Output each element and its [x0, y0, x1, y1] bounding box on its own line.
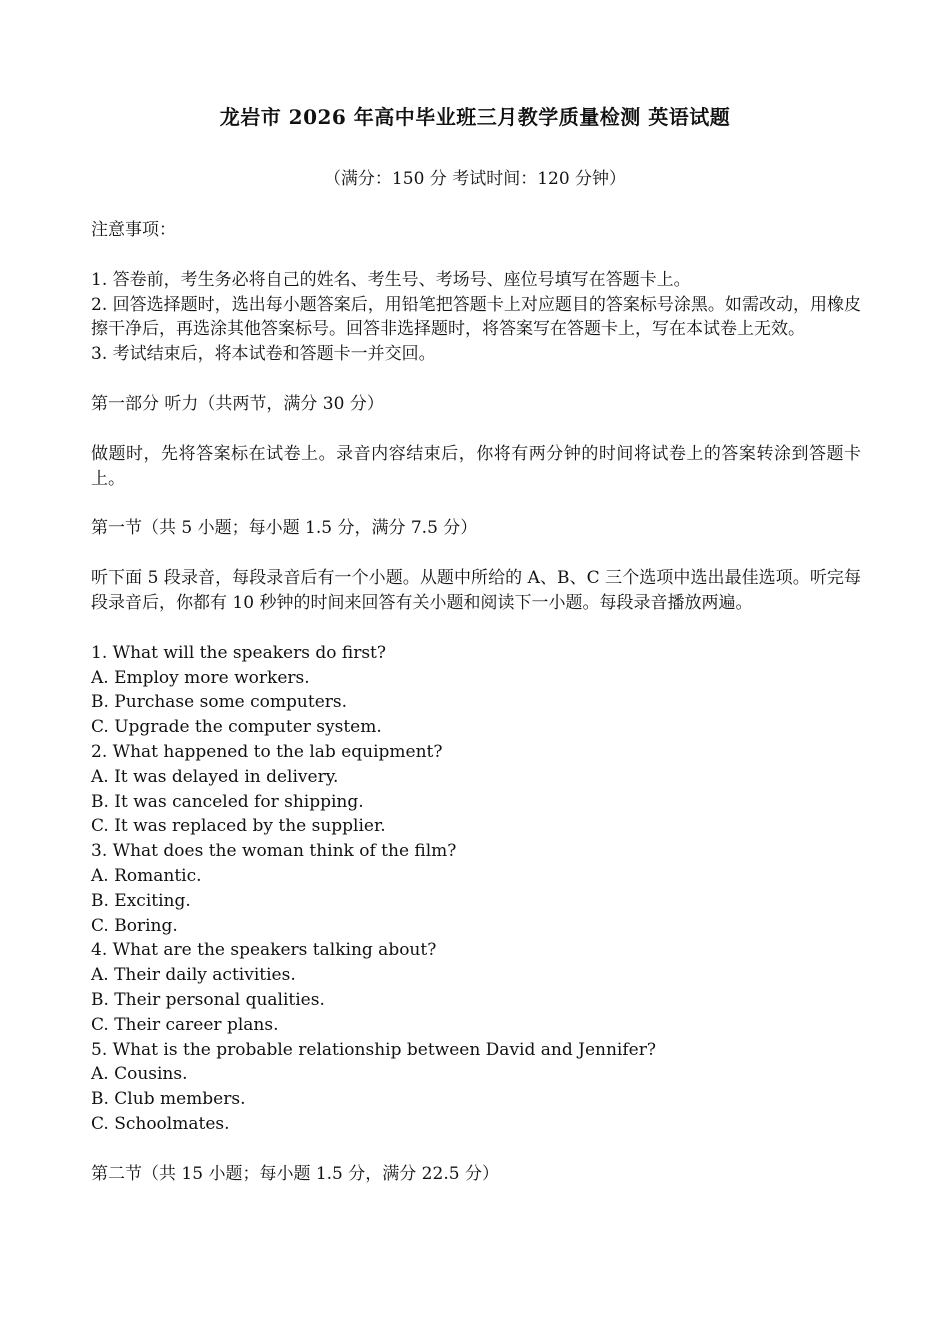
section1-heading: 第一节（共 5 小题；每小题 1.5 分，满分 7.5 分）	[91, 518, 478, 539]
part1-heading: 第一部分 听力（共两节，满分 30 分）	[91, 393, 384, 414]
option-2b: B. It was canceled for shipping.	[91, 791, 364, 812]
option-3a: A. Romantic.	[91, 865, 202, 886]
question-5: 5. What is the probable relationship between David and Jennifer?	[91, 1039, 656, 1060]
section1-instruction: 听下面 5 段录音，每段录音后有一个小题。从题中所给的 A、B、C 三个选项中选出最佳选项。听完每段录音后，你都有 10 秒钟的时间来回答有关小题和阅读下一小题。每段录音播放两遍。	[91, 568, 861, 613]
question-1: 1. What will the speakers do first?	[91, 642, 387, 663]
option-2c: C. It was replaced by the supplier.	[91, 816, 386, 837]
option-2a: A. It was delayed in delivery.	[91, 766, 339, 787]
option-1c: C. Upgrade the computer system.	[91, 717, 382, 738]
option-3b: B. Exciting.	[91, 890, 191, 911]
notice-item-2: 2. 回答选择题时，选出每小题答案后，用铅笔把答题卡上对应题目的答案标号涂黑。如需改动，用橡皮擦干净后，再选涂其他答案标号。回答非选择题时，将答案写在答题卡上，写在本试卷上无效。	[91, 294, 861, 340]
question-2: 2. What happened to the lab equipment?	[91, 741, 443, 762]
option-4c: C. Their career plans.	[91, 1014, 279, 1035]
option-1b: B. Purchase some computers.	[91, 692, 348, 713]
option-5a: A. Cousins.	[91, 1064, 188, 1085]
exam-body	[91, 218, 861, 1187]
option-4b: B. Their personal qualities.	[91, 989, 325, 1010]
part1-instruction: 做题时，先将答案标在试卷上。录音内容结束后，你将有两分钟的时间将试卷上的答案转涂到答题卡上。	[91, 443, 861, 489]
question-4: 4. What are the speakers talking about?	[91, 940, 437, 961]
question-list	[91, 641, 861, 1137]
section2-heading: 第二节（共 15 小题；每小题 1.5 分，满分 22.5 分）	[91, 1163, 499, 1184]
option-1a: A. Employ more workers.	[91, 667, 310, 688]
notice-item-1: 1. 答卷前，考生务必将自己的姓名、考生号、考场号、座位号填写在答题卡上。	[91, 269, 691, 290]
exam-subtitle: （满分：150 分 考试时间：120 分钟）	[323, 169, 627, 189]
option-3c: C. Boring.	[91, 915, 178, 936]
option-5c: C. Schoolmates.	[91, 1113, 230, 1134]
question-3: 3. What does the woman think of the film?	[91, 841, 457, 862]
option-5b: B. Club members.	[91, 1089, 246, 1110]
exam-title: 龙岩市 2026 年高中毕业班三月教学质量检测 英语试题	[219, 105, 731, 129]
option-4a: A. Their daily activities.	[91, 965, 296, 986]
notice-heading: 注意事项：	[91, 220, 176, 240]
notice-item-3: 3. 考试结束后，将本试卷和答题卡一并交回。	[91, 344, 436, 365]
